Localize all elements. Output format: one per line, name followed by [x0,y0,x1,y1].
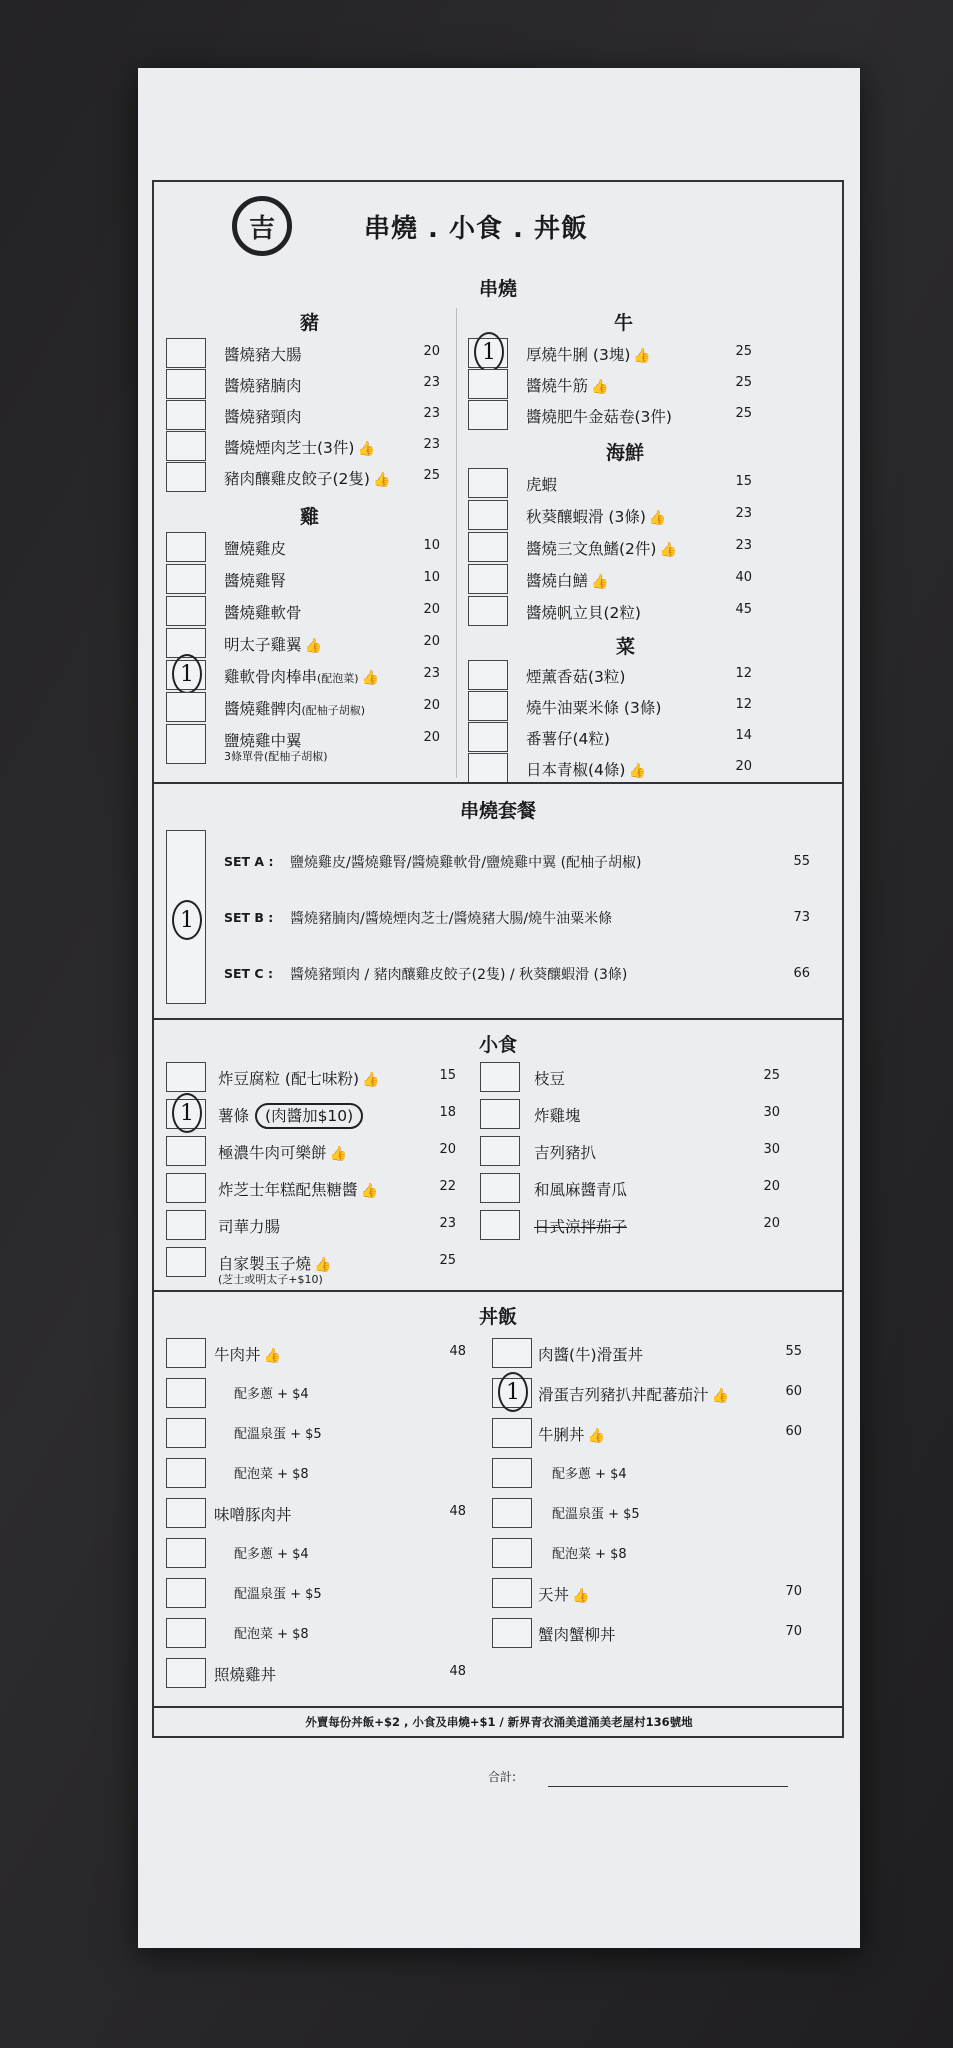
menu-item-name [534,1215,627,1237]
thumbs-up-icon: 👍 [362,1072,380,1088]
menu-item-price: 45 [735,602,752,617]
menu-item-label: 明太子雞翼 [224,636,302,654]
thumbs-up-icon: 👍 [628,763,646,779]
order-checkbox[interactable] [166,1338,206,1368]
menu-item-price: 25 [763,1068,780,1083]
menu-item-label: 滑蛋吉列豬扒丼配蕃茄汁 [538,1386,709,1404]
menu-item-price: 20 [423,698,440,713]
menu-item-price: 25 [735,375,752,390]
order-checkbox[interactable] [468,400,508,430]
menu-item-label: 肉醬(牛)滑蛋丼 [538,1346,644,1364]
menu-item-name [538,1343,643,1365]
menu-item-price: 20 [423,730,440,745]
menu-item-name [224,569,286,591]
section-divider [154,1706,842,1708]
thumbs-up-icon: 👍 [304,638,322,654]
menu-item-price: 12 [735,697,752,712]
menu-item-label: 厚燒牛脷 (3塊) [526,346,631,364]
order-checkbox[interactable] [166,692,206,722]
order-checkbox[interactable] [468,500,508,530]
menu-item-label: 醬燒帆立貝(2粒) [526,604,641,622]
menu-item-label: 配溫泉蛋 + $5 [234,1427,322,1442]
section-title-skewers: 串燒 [478,278,517,300]
menu-item-label: 吉列豬扒 [534,1144,597,1162]
menu-item-price: 20 [735,759,752,774]
order-checkbox[interactable] [166,1062,206,1092]
menu-item-price: 25 [735,406,752,421]
order-checkbox[interactable] [492,1538,532,1568]
menu-item-label: 味噌豚肉丼 [214,1506,292,1524]
order-checkbox[interactable] [468,660,508,690]
handwritten-quantity: 1 [474,332,504,372]
order-checkbox[interactable] [480,1099,520,1129]
order-checkbox[interactable] [468,532,508,562]
menu-item-price: 14 [735,728,752,743]
thumbs-up-icon: 👍 [591,379,609,395]
menu-title: 串燒 . 小食 . 丼飯 [364,214,588,244]
menu-item-label: 配泡菜 + $8 [234,1627,309,1642]
order-checkbox[interactable] [480,1136,520,1166]
menu-item-name [526,665,625,687]
thumbs-up-icon: 👍 [659,542,677,558]
order-checkbox[interactable] [166,564,206,594]
set-description: 鹽燒雞皮/醬燒雞腎/醬燒雞軟骨/鹽燒雞中翼 (配柚子胡椒) [290,855,642,871]
menu-item-label: 虎蝦 [526,476,558,494]
menu-item-label: 醬燒雞髀肉 [224,700,302,718]
menu-item-price: 20 [763,1216,780,1231]
order-checkbox[interactable] [492,1418,532,1448]
menu-item-name [224,436,375,458]
menu-item-label: 配溫泉蛋 + $5 [234,1587,322,1602]
menu-item-price: 20 [439,1142,456,1157]
order-checkbox[interactable] [166,1173,206,1203]
menu-item-name [526,696,661,718]
menu-item-name [214,1503,292,1525]
order-checkbox[interactable] [166,338,206,368]
menu-item-subnote: (芝士或明太子+$10) [218,1273,323,1286]
menu-item-price: 20 [423,344,440,359]
menu-item-subnote: 3條單骨(配柚子胡椒) [224,750,328,763]
order-checkbox[interactable] [468,468,508,498]
category-title-chicken: 雞 [300,506,320,528]
menu-item-name [224,467,390,489]
menu-item-label: 配泡菜 + $8 [234,1467,309,1482]
thumbs-up-icon: 👍 [372,472,391,488]
menu-item-name [224,537,286,559]
menu-item-label: 醬燒三文魚鰭(2件) [526,540,657,558]
menu-item-name [234,1383,309,1402]
thumbs-up-icon: 👍 [357,441,375,457]
order-checkbox[interactable] [468,722,508,752]
menu-item-price: 23 [423,406,440,421]
menu-item-name [526,374,608,396]
handwritten-quantity: 1 [172,900,202,940]
menu-item-price: 20 [763,1179,780,1194]
category-title-pork: 豬 [300,312,320,334]
thumbs-up-icon: 👍 [361,670,380,686]
thumbs-up-icon: 👍 [263,1348,281,1364]
menu-item-name [534,1067,565,1089]
order-checkbox[interactable] [166,1618,206,1648]
menu-item-name [526,537,677,559]
menu-item-price: 60 [785,1384,802,1399]
menu-item-label: 牛脷丼 [538,1426,585,1444]
thumbs-up-icon: 👍 [587,1428,605,1444]
menu-item-label: 配多蔥 + $4 [234,1387,309,1402]
menu-item-name [538,1623,616,1645]
order-checkbox[interactable] [468,564,508,594]
menu-item-name [234,1543,309,1562]
menu-item-name [234,1583,322,1602]
menu-item-name [552,1463,627,1482]
order-checkbox[interactable] [166,596,206,626]
restaurant-logo: 吉 [232,196,292,256]
menu-item-label: 醬燒牛筋 [526,377,589,395]
menu-paper [138,68,860,1948]
order-checkbox[interactable] [468,753,508,783]
menu-item-label: 炸豆腐粒 (配七味粉) [218,1070,360,1088]
section-divider [154,1290,842,1292]
menu-item-name [538,1423,605,1445]
order-checkbox[interactable] [166,1658,206,1688]
menu-item-label: 鹽燒雞中翼 [224,732,302,750]
menu-item-label: 秋葵釀蝦滑 (3條) [526,508,646,526]
order-checkbox[interactable] [166,1458,206,1488]
set-label: SET B : [224,910,274,925]
order-checkbox[interactable] [492,1498,532,1528]
item-note: (配泡菜) [317,672,359,685]
menu-item-price: 23 [423,666,440,681]
menu-item-price: 30 [763,1105,780,1120]
menu-item-label: 和風麻醬青瓜 [534,1181,628,1199]
order-checkbox[interactable] [166,431,206,461]
menu-item-name [234,1463,309,1482]
menu-item-price: 12 [735,666,752,681]
order-checkbox[interactable] [480,1210,520,1240]
menu-item-name [526,473,557,495]
total-label: 合計: [488,1770,517,1784]
order-checkbox[interactable] [166,462,206,492]
menu-item-name [526,505,666,527]
section-divider [154,782,842,784]
thumbs-up-icon: 👍 [360,1183,378,1199]
menu-item-label: 炸雞塊 [534,1107,581,1125]
set-price: 66 [793,966,810,981]
order-checkbox[interactable] [468,596,508,626]
order-checkbox[interactable] [166,1210,206,1240]
category-title-veg: 菜 [616,636,636,658]
menu-item-name [534,1141,596,1163]
menu-item-name [224,405,302,427]
menu-item-label: 炸芝士年糕配焦糖醬 [218,1181,358,1199]
order-checkbox[interactable] [166,369,206,399]
menu-item-name [218,1215,280,1237]
menu-item-label: 薯條 [218,1107,250,1125]
thumbs-up-icon: 👍 [633,348,651,364]
menu-item-price: 25 [439,1253,456,1268]
menu-item-name [538,1383,729,1405]
order-checkbox[interactable] [166,1538,206,1568]
menu-item-name [234,1423,322,1442]
thumbs-up-icon: 👍 [572,1588,590,1604]
menu-item-name [224,633,322,655]
menu-item-label: 煙薰香菇(3粒) [526,668,626,686]
menu-item-name [218,1067,379,1089]
menu-item-price: 48 [449,1664,466,1679]
set-label: SET A : [224,854,274,869]
menu-item-label: 自家製玉子燒 [218,1255,312,1273]
menu-item-label: 司華力腸 [218,1218,281,1236]
menu-item-price: 20 [423,634,440,649]
menu-item-price: 10 [423,570,440,585]
menu-item-label: 醬燒雞軟骨 [224,604,302,622]
order-checkbox[interactable] [166,724,206,764]
menu-item-price: 70 [785,1584,802,1599]
thumbs-up-icon: 👍 [711,1388,729,1404]
order-checkbox[interactable] [166,400,206,430]
menu-item-price: 23 [423,375,440,390]
menu-item-label: 醬燒煙肉芝士(3件) [224,439,355,457]
menu-item-price: 23 [735,538,752,553]
menu-frame [152,180,844,1738]
menu-item-name [526,343,651,365]
menu-item-name [526,569,608,591]
section-title-sets: 串燒套餐 [459,800,536,822]
menu-item-name [214,1663,276,1685]
menu-item-label: 醬燒豬頸肉 [224,408,302,426]
menu-item-name [526,727,610,749]
order-checkbox[interactable] [166,1418,206,1448]
menu-item-price: 70 [785,1624,802,1639]
section-title-donburi: 丼飯 [478,1306,517,1328]
menu-item-name [538,1583,589,1605]
thumbs-up-icon: 👍 [591,574,609,590]
menu-item-label: 配泡菜 + $8 [552,1547,627,1562]
thumbs-up-icon: 👍 [329,1146,347,1162]
menu-header [154,182,842,272]
order-checkbox[interactable] [480,1173,520,1203]
menu-item-price: 55 [785,1344,802,1359]
menu-item-label: 日式涼拌茄子 [534,1218,628,1236]
menu-item-label: 醬燒豬大腸 [224,346,302,364]
menu-item-price: 25 [735,344,752,359]
menu-item-price: 23 [423,437,440,452]
menu-item-name [234,1623,309,1642]
footer-note: 外賣每份丼飯+$2 , 小食及串燒+$1 / 新界青衣涌美道涌美老屋村136號地 [305,1715,693,1729]
menu-item-price: 30 [763,1142,780,1157]
menu-item-name [224,343,302,365]
menu-item-label: 燒牛油粟米條 (3條) [526,699,662,717]
menu-item-name [224,697,365,719]
section-title-snacks: 小食 [478,1034,517,1056]
menu-item-price: 48 [449,1344,466,1359]
set-description: 醬燒豬腩肉/醬燒煙肉芝士/醬燒豬大腸/燒牛油粟米條 [290,911,613,927]
menu-item-price: 25 [423,468,440,483]
menu-item-price: 10 [423,538,440,553]
order-checkbox[interactable] [492,1618,532,1648]
order-checkbox[interactable] [492,1338,532,1368]
menu-item-label: 牛肉丼 [214,1346,261,1364]
menu-item-name [526,758,646,780]
menu-item-name [224,665,379,687]
menu-item-price: 23 [735,506,752,521]
category-title-beef: 牛 [614,312,634,334]
order-checkbox[interactable] [492,1578,532,1608]
menu-item-label: 配多蔥 + $4 [552,1467,627,1482]
menu-item-name [534,1104,581,1126]
order-checkbox[interactable] [492,1458,532,1488]
handwritten-quantity: 1 [498,1372,528,1412]
menu-item-price: 48 [449,1504,466,1519]
menu-item-name [552,1543,627,1562]
menu-item-price: 23 [439,1216,456,1231]
set-label: SET C : [224,966,273,981]
menu-item-price: 22 [439,1179,456,1194]
menu-item-label: 極濃牛肉可樂餅 [218,1144,327,1162]
circled-note: (肉醬加$10) [255,1103,363,1129]
section-divider [154,1018,842,1020]
menu-item-price: 15 [439,1068,456,1083]
menu-item-label: 豬肉釀雞皮餃子(2隻) [224,470,370,488]
menu-item-name [218,1141,347,1163]
menu-item-label: 雞軟骨肉棒串 [224,668,318,686]
menu-item-name [526,405,672,427]
order-checkbox[interactable] [166,1247,206,1277]
menu-item-label: 枝豆 [534,1070,566,1088]
order-checkbox[interactable] [166,532,206,562]
menu-item-price: 60 [785,1424,802,1439]
item-note: (配柚子胡椒) [301,704,366,717]
menu-item-label: 照燒雞丼 [214,1666,277,1684]
menu-item-label: 醬燒豬腩肉 [224,377,302,395]
order-checkbox[interactable] [166,1378,206,1408]
menu-item-label: 番薯仔(4粒) [526,730,610,748]
menu-item-label: 日本青椒(4條) [526,761,626,779]
menu-item-label: 鹽燒雞皮 [224,540,287,558]
menu-item-name [218,1104,363,1126]
total-line[interactable] [548,1786,788,1787]
handwritten-quantity: 1 [172,1093,202,1133]
menu-item-label: 蟹肉蟹柳丼 [538,1626,616,1644]
menu-item-price: 18 [439,1105,456,1120]
order-checkbox[interactable] [468,369,508,399]
menu-item-name [224,374,302,396]
menu-item-label: 配多蔥 + $4 [234,1547,309,1562]
order-checkbox[interactable] [166,1578,206,1608]
menu-item-name [214,1343,281,1365]
menu-item-price: 20 [423,602,440,617]
menu-item-name [552,1503,640,1522]
order-checkbox[interactable] [166,1136,206,1166]
menu-item-label: 醬燒雞腎 [224,572,287,590]
order-checkbox[interactable] [166,1498,206,1528]
handwritten-quantity: 1 [172,654,202,694]
menu-item-name [218,1178,378,1200]
menu-item-label: 天丼 [538,1586,570,1604]
menu-item-label: 配溫泉蛋 + $5 [552,1507,640,1522]
menu-item-price: 15 [735,474,752,489]
menu-item-label: 醬燒肥牛金菇卷(3件) [526,408,672,426]
thumbs-up-icon: 👍 [314,1257,332,1273]
order-checkbox[interactable] [480,1062,520,1092]
thumbs-up-icon: 👍 [648,510,667,526]
menu-item-price: 40 [735,570,752,585]
menu-item-name [526,601,641,623]
menu-item-name [224,601,302,623]
menu-item-name [534,1178,627,1200]
set-price: 73 [793,910,810,925]
order-checkbox[interactable] [468,691,508,721]
set-description: 醬燒豬頸肉 / 豬肉釀雞皮餃子(2隻) / 秋葵釀蝦滑 (3條) [290,967,628,983]
category-title-seafood: 海鮮 [606,442,645,464]
column-divider [456,308,457,778]
menu-item-label: 醬燒白鱔 [526,572,589,590]
set-price: 55 [793,854,810,869]
